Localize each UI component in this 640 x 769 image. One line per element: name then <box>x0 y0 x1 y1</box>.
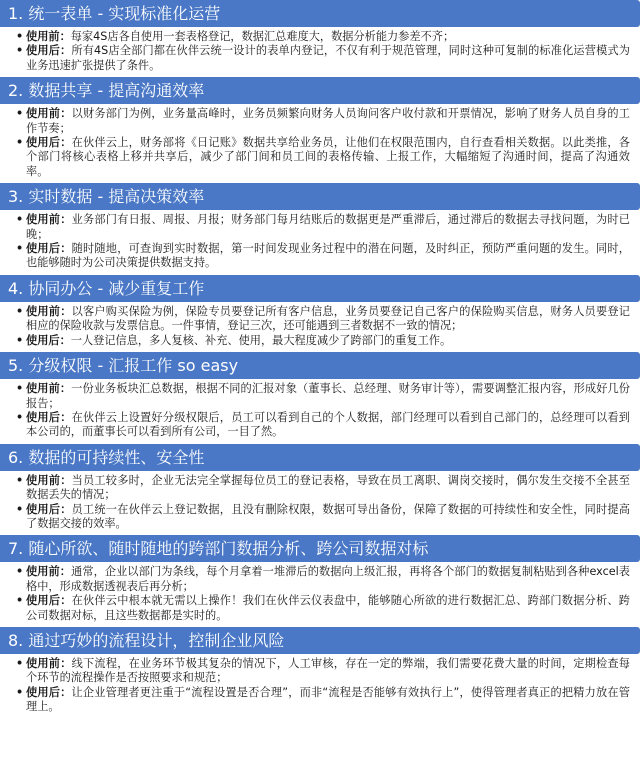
section-header: 3. 实时数据 - 提高决策效率 <box>0 183 640 210</box>
after-text: 在伙伴云上，财务部将《日记账》数据共享给业务员，让他们在权限范围内，自行查看相关数据。以此类推，各个部门将核心表格上移并共享后，减少了部门间和员工间的表格传输、上报工作，大幅缩短了沟通时间，提高了沟通效率。 <box>26 136 630 178</box>
section-header: 4. 协同办公 - 减少重复工作 <box>0 275 640 302</box>
section-8 <box>0 627 640 719</box>
before-label: 使用前： <box>26 473 72 487</box>
before-item <box>16 30 630 44</box>
after-text: 随时随地，可查询到实时数据，第一时间发现业务过程中的潜在问题，及时纠正，预防严重问题的发生。同时，也能够随时为公司决策提供数据支持。 <box>26 242 630 270</box>
before-item <box>16 305 630 334</box>
after-text: 所有4S店全部门都在伙伴云统一设计的表单内登记，不仅有利于规范管理，同时这种可复制的标准化运营模式为业务迅速扩张提供了条件。 <box>26 44 630 72</box>
section-header: 1. 统一表单 - 实现标准化运营 <box>0 0 640 27</box>
after-text: 一人登记信息，多人复核、补充、使用，最大程度减少了跨部门的重复工作。 <box>70 333 452 347</box>
before-text: 以客户购买保险为例，保险专员要登记所有客户信息，业务员要登记自己客户的保险购买信息，财务人员要登记相应的保险收款与发票信息。一件事情，登记三次，还可能遇到三者数据不一致的情况； <box>26 304 630 333</box>
before-text: 线下流程，在业务环节极其复杂的情况下，人工审核，存在一定的弊端，我们需要花费大量的时间，定期检查每个环节的流程操作是否按照要求和规范； <box>26 656 630 685</box>
section-6 <box>0 444 640 536</box>
before-label: 使用前： <box>26 304 72 318</box>
before-text: 以财务部门为例，业务量高峰时，业务员频繁向财务人员询问客户收付款和开票情况，影响了财务人员自身的工作节奏； <box>26 107 630 135</box>
section-header: 5. 分级权限 - 汇报工作 so easy <box>0 352 640 379</box>
after-text: 让企业管理者更注重于“流程设置是否合理”，而非“流程是否能够有效执行上”，使得管理者真正的把精力放在管理上。 <box>26 685 630 714</box>
section-1 <box>0 0 640 77</box>
after-item <box>16 44 630 73</box>
section-7 <box>0 535 640 627</box>
before-text: 当员工较多时，企业无法完全掌握每位员工的登记表格，导致在员工离职、调岗交接时，偶尔发生交接不全甚至数据丢失的情况； <box>26 473 630 502</box>
after-label: 使用后： <box>26 333 71 347</box>
section-header: 8. 通过巧妙的流程设计，控制企业风险 <box>0 627 640 654</box>
section-3 <box>0 183 640 275</box>
after-text: 在伙伴云中根本就无需以上操作！我们在伙伴云仪表盘中，能够随心所欲的进行数据汇总、跨部门数据分析、跨公司数据对标，且这些数据都是实时的。 <box>26 594 630 622</box>
before-text: 通常，企业以部门为条线，每个月拿着一堆滞后的数据向上级汇报，再将各个部门的数据复制粘贴到各种excel表格中，形成数据透视表后再分析； <box>26 565 630 593</box>
after-item <box>16 136 630 179</box>
after-label: 使用后： <box>26 410 72 424</box>
before-text: 每家4S店各自使用一套表格登记，数据汇总难度大，数据分析能力参差不齐； <box>70 30 455 43</box>
section-4 <box>0 275 640 352</box>
before-item <box>16 657 630 686</box>
after-label: 使用后： <box>26 44 72 58</box>
before-text: 业务部门有日报、周报、月报；财务部门每月结账后的数据更是严重滞后，通过滞后的数据去寻找问题，为时已晚； <box>26 213 630 241</box>
after-label: 使用后： <box>26 136 72 150</box>
after-item <box>16 334 630 348</box>
before-label: 使用前： <box>26 382 72 396</box>
before-item <box>16 565 630 594</box>
section-5 <box>0 352 640 444</box>
before-text: 一份业务板块汇总数据，根据不同的汇报对象（董事长、总经理、财务审计等），需要调整汇报内容，形成好几份报告； <box>26 382 630 410</box>
before-label: 使用前： <box>26 107 72 121</box>
before-item <box>16 213 630 242</box>
section-header: 2. 数据共享 - 提高沟通效率 <box>0 77 640 104</box>
after-label: 使用后： <box>26 594 72 608</box>
after-item <box>16 242 630 271</box>
after-label: 使用后： <box>26 502 72 516</box>
after-item <box>16 594 630 623</box>
section-header: 7. 随心所欲、随时随地的跨部门数据分析、跨公司数据对标 <box>0 535 640 562</box>
before-item <box>16 382 630 411</box>
before-label: 使用前： <box>26 565 72 579</box>
before-item <box>16 474 630 503</box>
after-label: 使用后： <box>26 242 72 256</box>
before-label: 使用前： <box>26 213 72 227</box>
section-2 <box>0 77 640 183</box>
before-item <box>16 107 630 136</box>
before-label: 使用前： <box>26 30 71 43</box>
after-text: 员工统一在伙伴云上登记数据，且没有删除权限，数据可导出备份，保障了数据的可持续性和安全性，同时提高了数据交接的效率。 <box>26 502 630 530</box>
before-label: 使用前： <box>26 656 72 670</box>
after-label: 使用后： <box>26 685 72 699</box>
section-header: 6. 数据的可持续性、安全性 <box>0 444 640 471</box>
after-text: 在伙伴云上设置好分级权限后，员工可以看到自己的个人数据，部门经理可以看到自己部门的，总经理可以看到本公司的，而董事长可以看到所有公司，一目了然。 <box>26 410 630 439</box>
after-item <box>16 503 630 532</box>
after-item <box>16 686 630 715</box>
after-item <box>16 411 630 440</box>
